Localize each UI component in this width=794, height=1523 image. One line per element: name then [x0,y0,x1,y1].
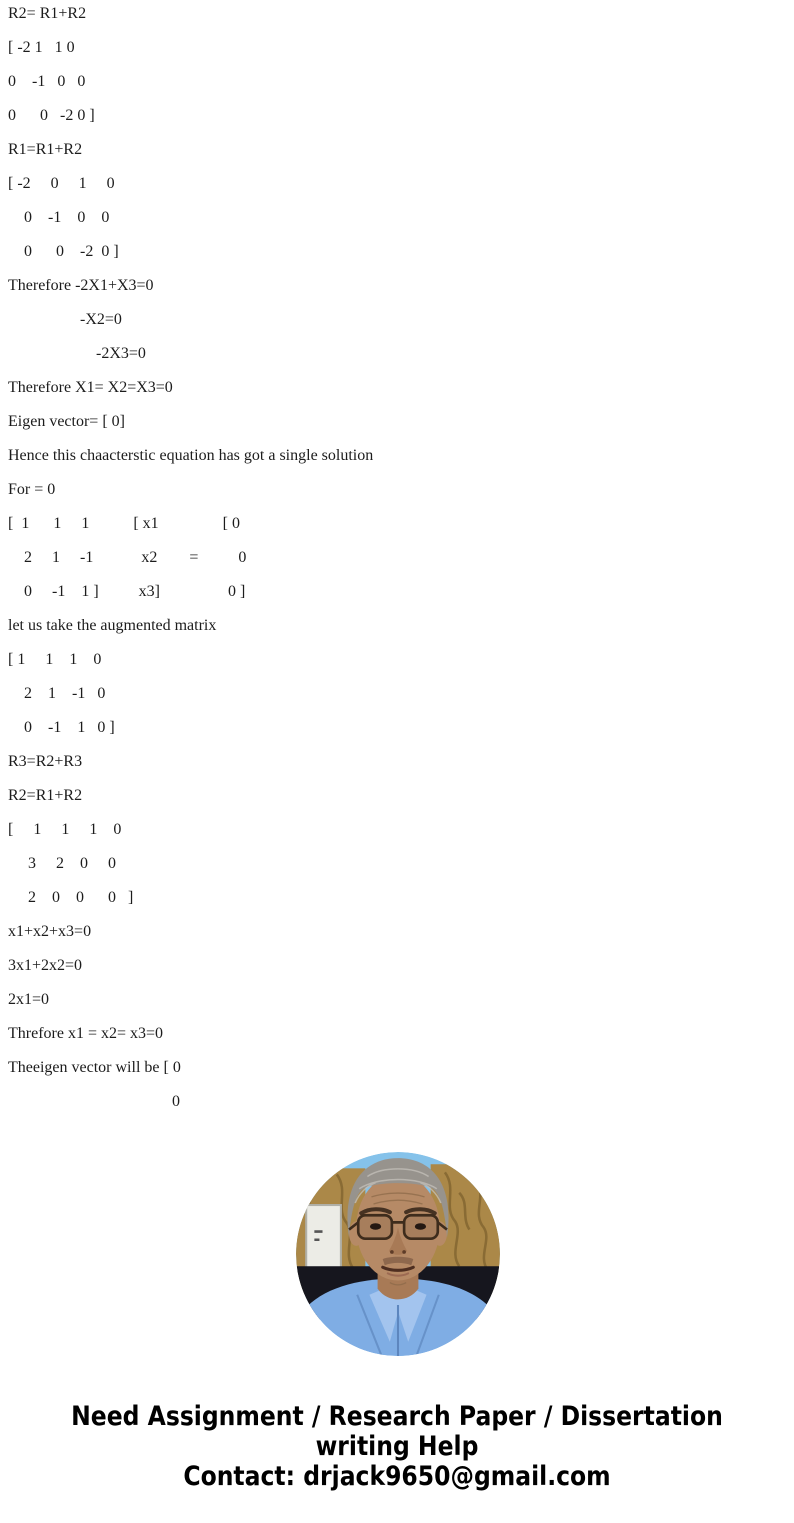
document-line: 0 -1 1 ] x3] 0 ] [8,583,246,600]
document-line: [ 1 1 1 0 [8,821,122,838]
document-line: Therefore -2X1+X3=0 [8,277,154,294]
document-line: [ -2 0 1 0 [8,175,115,192]
document-line: 2 1 -1 x2 = 0 [8,549,247,566]
document-line: 0 0 -2 0 ] [8,243,119,260]
document-line: R3=R2+R3 [8,753,83,770]
footer [0,1402,794,1492]
eye-right [415,1223,426,1230]
document-line: Eigen vector= [ 0] [8,413,125,430]
document-line: R2= R1+R2 [8,5,87,22]
footer-heading-line-2: writing Help [315,1431,479,1462]
document-line: [ -2 1 1 0 [8,39,75,56]
person-photo [296,1152,500,1356]
document-line: 3x1+2x2=0 [8,957,83,974]
document-line: Threfore x1 = x2= x3=0 [8,1025,164,1042]
avatar [296,1152,500,1356]
eye-left [370,1223,381,1230]
document-line: let us take the augmented matrix [8,617,217,634]
document-line: -X2=0 [8,311,122,328]
nostril-left [390,1250,394,1254]
document-line: 3 2 0 0 [8,855,116,872]
document-line: Hence this chaacterstic equation has got a single solution [8,447,374,464]
document-line: 2 0 0 0 ] [8,889,134,906]
document-line: [ 1 1 1 0 [8,651,102,668]
footer-contact-email: Contact: drjack9650@gmail.com [183,1461,611,1492]
document-line: [ 1 1 1 [ x1 [ 0 [8,515,240,532]
door-frame [306,1205,341,1276]
document-line: 2 1 -1 0 [8,685,106,702]
document-line: Theeigen vector will be [ 0 [8,1059,181,1076]
document-line: 0 -1 1 0 ] [8,719,115,736]
document-line: -2X3=0 [8,345,146,362]
document-line: R2=R1+R2 [8,787,83,804]
document-line: 0 -1 0 0 [8,209,110,226]
nostril-right [402,1250,406,1254]
document-lines [8,0,788,1119]
document-line: 0 -1 0 0 [8,73,86,90]
document-line: For = 0 [8,481,56,498]
document-line: Therefore X1= X2=X3=0 [8,379,173,396]
document-line: 0 [8,1093,180,1110]
document-line: R1=R1+R2 [8,141,83,158]
document-line: 0 0 -2 0 ] [8,107,95,124]
document-line: 2x1=0 [8,991,50,1008]
document-line: x1+x2+x3=0 [8,923,92,940]
footer-heading-line-1: Need Assignment / Research Paper / Dissertation [71,1401,723,1432]
